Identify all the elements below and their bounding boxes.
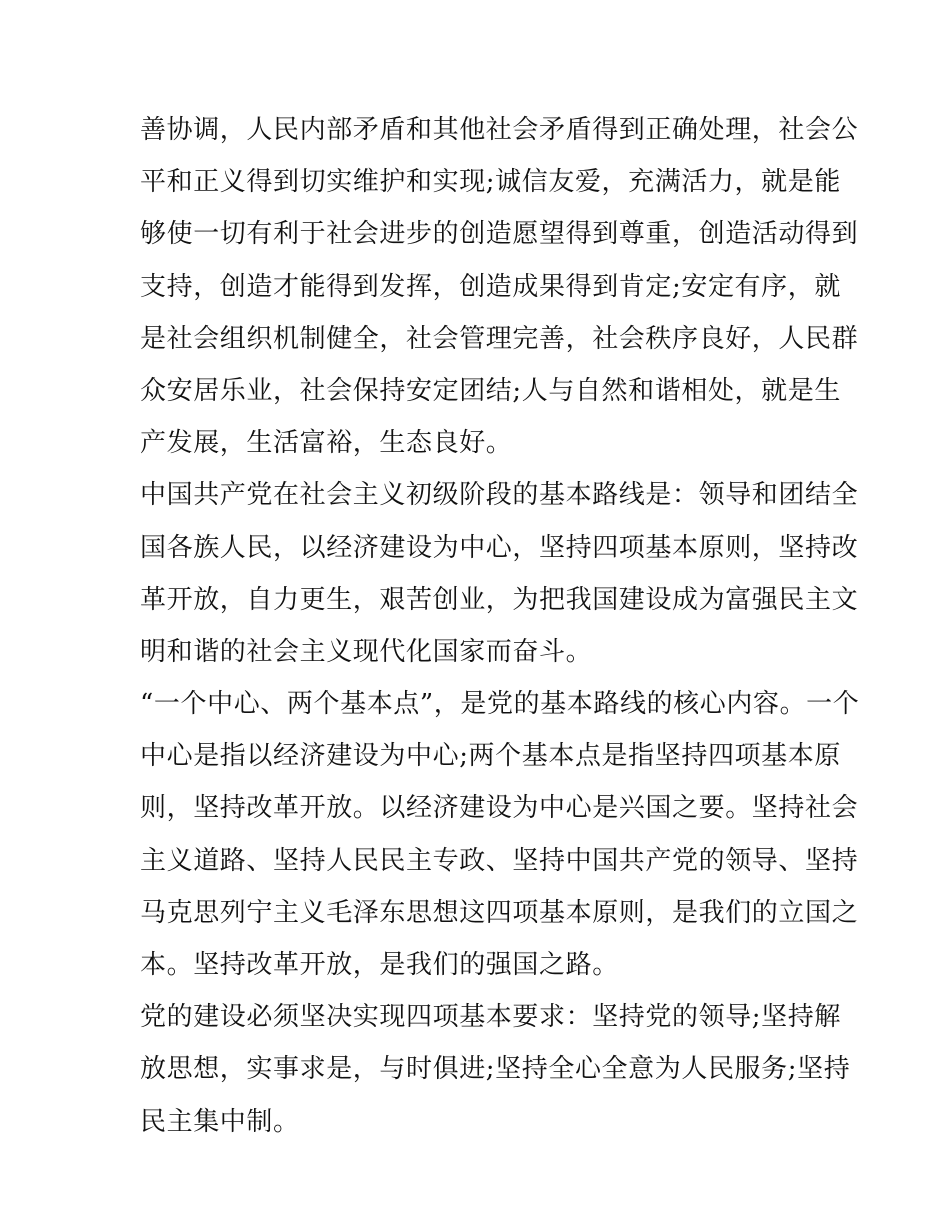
- text-line: 革开放，自力更生，艰苦创业，为把我国建设成为富强民主文: [140, 584, 859, 615]
- text-line: 则，坚持改革开放。以经济建设为中心是兴国之要。坚持社会: [140, 793, 859, 824]
- text-line: 主义道路、坚持人民民主专政、坚持中国共产党的领导、坚持: [140, 845, 859, 876]
- text-line: 中心是指以经济建设为中心;两个基本点是指坚持四项基本原: [140, 741, 841, 772]
- paragraph-harmonious-society: [140, 104, 859, 469]
- text-line: 够使一切有利于社会进步的创造愿望得到尊重，创造活动得到: [140, 219, 859, 250]
- text-line: 马克思列宁主义毛泽东思想这四项基本原则，是我们的立国之: [140, 897, 859, 928]
- text-line: 产发展，生活富裕，生态良好。: [140, 428, 513, 459]
- text-line: 放思想，实事求是，与时俱进;坚持全心全意为人民服务;坚持: [140, 1054, 851, 1085]
- paragraph-basic-line: [140, 469, 859, 678]
- text-line: 中国共产党在社会主义初级阶段的基本路线是：领导和团结全: [140, 480, 859, 511]
- text-line: 明和谐的社会主义现代化国家而奋斗。: [140, 636, 593, 667]
- text-line: 党的建设必须坚决实现四项基本要求：坚持党的领导;坚持解: [140, 1002, 841, 1033]
- text-line: 民主集中制。: [140, 1106, 300, 1137]
- text-line: “一个中心、两个基本点”，是党的基本路线的核心内容。一个: [140, 689, 860, 720]
- text-line: 本。坚持改革开放，是我们的强国之路。: [140, 950, 619, 980]
- paragraph-party-building: [140, 991, 851, 1148]
- text-line: 支持，创造才能得到发挥，创造成果得到肯定;安定有序，就: [140, 271, 841, 302]
- text-line: 众安居乐业，社会保持安定团结;人与自然和谐相处，就是生: [140, 375, 841, 406]
- text-line: 善协调，人民内部矛盾和其他社会矛盾得到正确处理，社会公: [140, 115, 859, 145]
- paragraph-one-center-two-points: [140, 678, 860, 991]
- text-line: 是社会组织机制健全，社会管理完善，社会秩序良好，人民群: [140, 323, 859, 354]
- text-line: 平和正义得到切实维护和实现;诚信友爱，充满活力，就是能: [140, 167, 841, 198]
- body-text: [140, 104, 860, 1148]
- text-line: 国各族人民，以经济建设为中心，坚持四项基本原则，坚持改: [140, 532, 859, 563]
